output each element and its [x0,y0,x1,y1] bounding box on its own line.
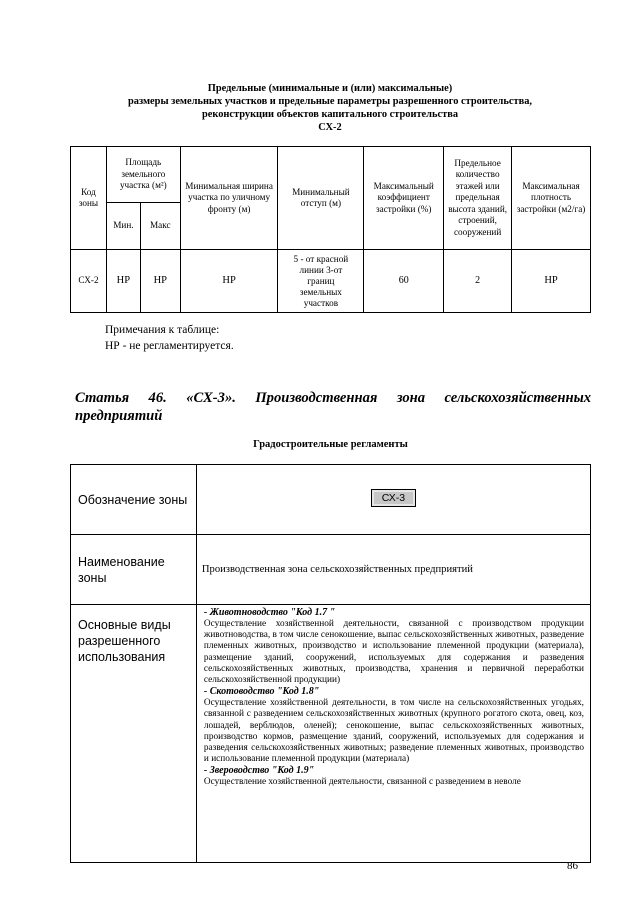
zone-name: Производственная зона сельскохозяйственных предприятий [196,535,590,605]
col-coef-header: Максимальный коэффициент застройки (%) [364,147,444,250]
col-area-header: Площадь земельного участка (м²) [106,147,180,203]
label-zone-code: Обозначение зоны [71,465,197,535]
col-min-header: Мин. [106,203,140,250]
article-title-cont: предприятий [75,408,163,424]
header-line-1: Предельные (минимальные и (или) максимальные) [207,83,453,94]
zone-code-cell [196,465,590,535]
section-subtitle: Градостроительные регламенты [253,439,408,450]
header-zone: СХ-2 [318,122,342,133]
cell-max: НР [140,250,180,313]
col-max-header: Макс [140,203,180,250]
use-text: Осуществление хозяйственной деятельности, связанной с разведением в неволе [203,777,521,788]
col-setback-header: Минимальный отступ (м) [278,147,364,250]
col-density-header: Максимальная плотность застройки (м2/га) [512,147,591,250]
page-number: 86 [567,860,578,872]
params-table [70,146,591,313]
use-title: - Звероводство "Код 1.9" [203,765,315,777]
main-uses-list [196,605,590,863]
col-floors-header: Предельное количество этажей или предельная высота зданий, строений, сооружений [444,147,512,250]
cell-floors: 2 [444,250,512,313]
label-main-uses: Основные виды разрешенного использования [71,605,197,863]
header-line-2: размеры земельных участков и предельные параметры разрешенного строительства, [127,96,533,107]
regulations-table [70,464,591,863]
zone-code-badge: СХ-3 [371,489,416,507]
cell-setback: 5 - от красной линии 3-от границ земельных участков [278,250,364,313]
use-title: - Животноводство "Код 1.7 " [203,607,336,618]
use-title: - Скотоводство "Код 1.8" [203,686,320,698]
cell-density: НР [512,250,591,313]
notes-title: Примечания к таблице: [105,324,220,336]
article-title: Статья 46. «СХ-3». Производственная зона сельскохозяйственных [75,390,591,406]
header-line-3: реконструкции объектов капитального строительства [201,109,459,120]
col-code-header: Код зоны [71,147,107,250]
use-text: Осуществление хозяйственной деятельности, связанной с производством продукции животноводства, в том числе сенокошение, выпас сельскохозяйственных животных, разведение племенных животных, производство и использование племенной продукции (материала), размещение зданий, сооружений, используемых для содержания и разведения сельскохозяйственных животных, производства, хранения и первичной переработки сельскохозяйственной продукции) [203,619,584,686]
use-text: Осуществление хозяйственной деятельности, в том числе на сельскохозяйственных угодьях, связанной с разведением сельскохозяйственных животных (крупного рогатого скота, овец, коз, лошадей, верблюдов, оленей); сенокошение, выпас сельскохозяйственных животных, производство кормов, размещение зданий, сооружений, используемых для содержания и разведения сельскохозяйственных животных; разведение племенных животных, производство и использование племенной продукции (материала) [203,698,584,765]
cell-width: НР [180,250,278,313]
cell-min: НР [106,250,140,313]
notes-text: НР - не регламентируется. [105,340,234,352]
table-row [71,250,591,313]
col-width-header: Минимальная ширина участка по уличному фронту (м) [180,147,278,250]
label-zone-name: Наименование зоны [71,535,197,605]
cell-code: СХ-2 [71,250,107,313]
cell-coef: 60 [364,250,444,313]
